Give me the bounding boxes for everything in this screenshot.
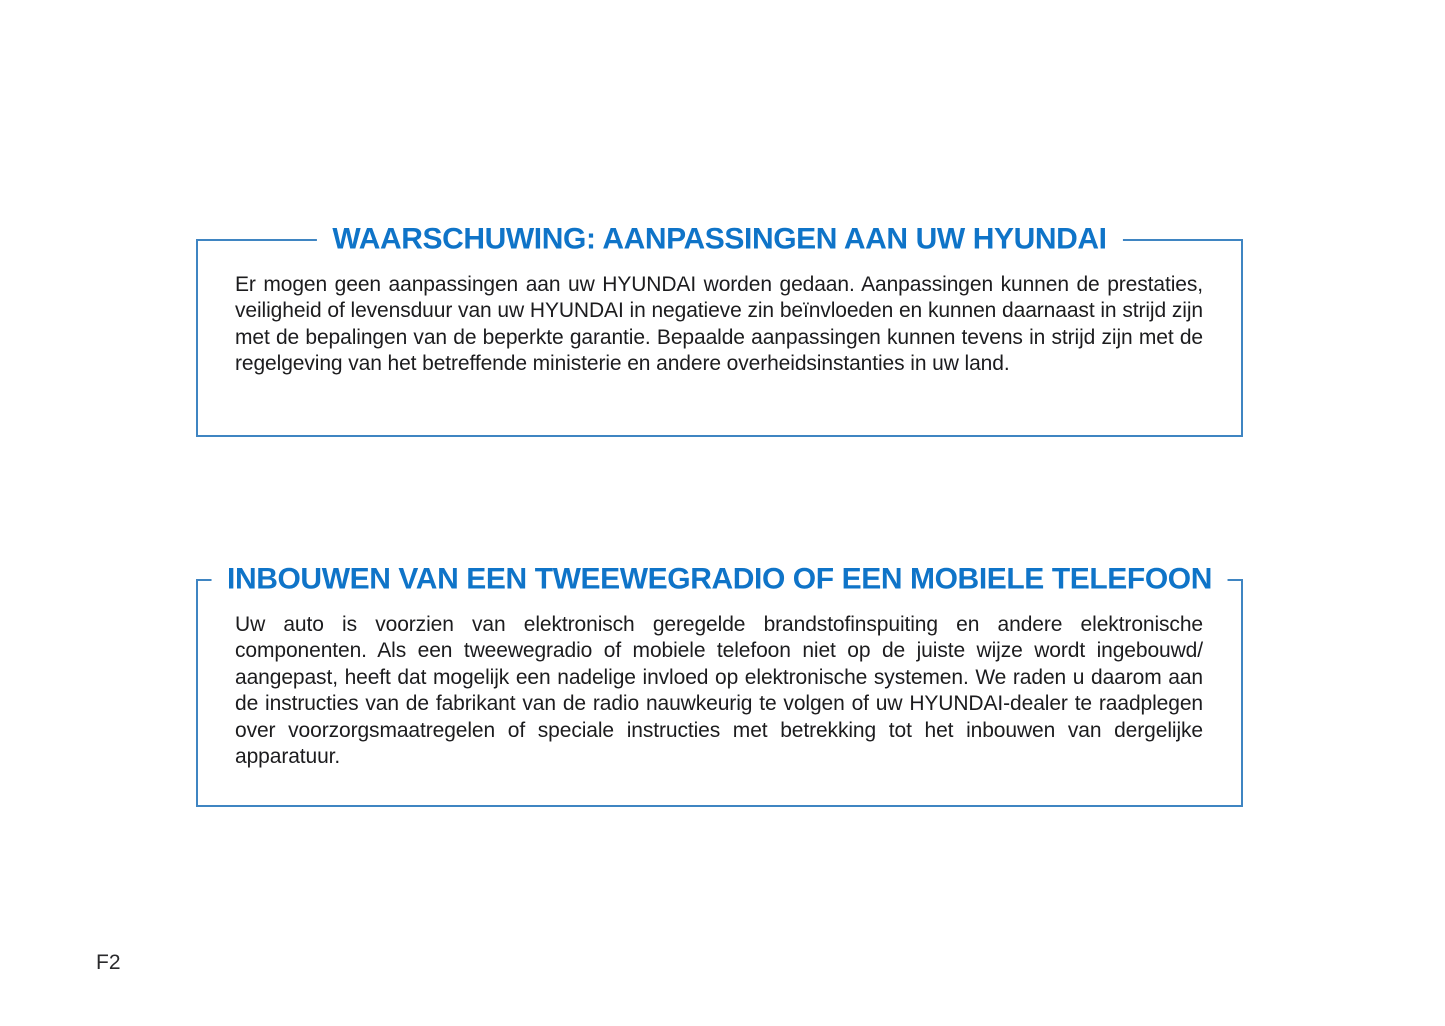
page-number: F2 [96, 951, 121, 974]
two-way-radio-heading: INBOUWEN VAN EEN TWEEWEGRADIO OF EEN MOBIELE TELEFOON [211, 563, 1228, 597]
warning-modifications-box [196, 222, 1243, 437]
warning-modifications-heading: WAARSCHUWING: AANPASSINGEN AAN UW HYUNDAI [316, 223, 1122, 257]
two-way-radio-text: Uw auto is voorzien van elektronisch geregelde brandstofinspuiting en andere elektronische componenten. Als een tweewegradio of mobiele telefoon niet op de juiste wijze wordt ingebouwd/ aangepast, heeft dat mogelijk een nadelige invloed op elektronische systemen. We raden u daarom aan de instructies van de fabrikant van de radio nauwkeurig te volgen of uw HYUNDAI-dealer te raadplegen over voorzorgsmaatregelen of speciale instructies met betrekking tot het inbouwen van dergelijke apparatuur. [235, 613, 1203, 769]
warning-modifications-text: Er mogen geen aanpassingen aan uw HYUNDAI worden gedaan. Aanpassingen kunnen de prestaties, veiligheid of levensduur van uw HYUNDAI in negatieve zin beïnvloeden en kunnen daarnaast in strijd zijn met de bepalingen van de beperkte garantie. Bepaalde aanpassingen kunnen tevens in strijd zijn met de regelgeving van het betreffende ministerie en andere overheidsinstanties in uw land. [235, 273, 1203, 376]
two-way-radio-box [196, 562, 1243, 807]
